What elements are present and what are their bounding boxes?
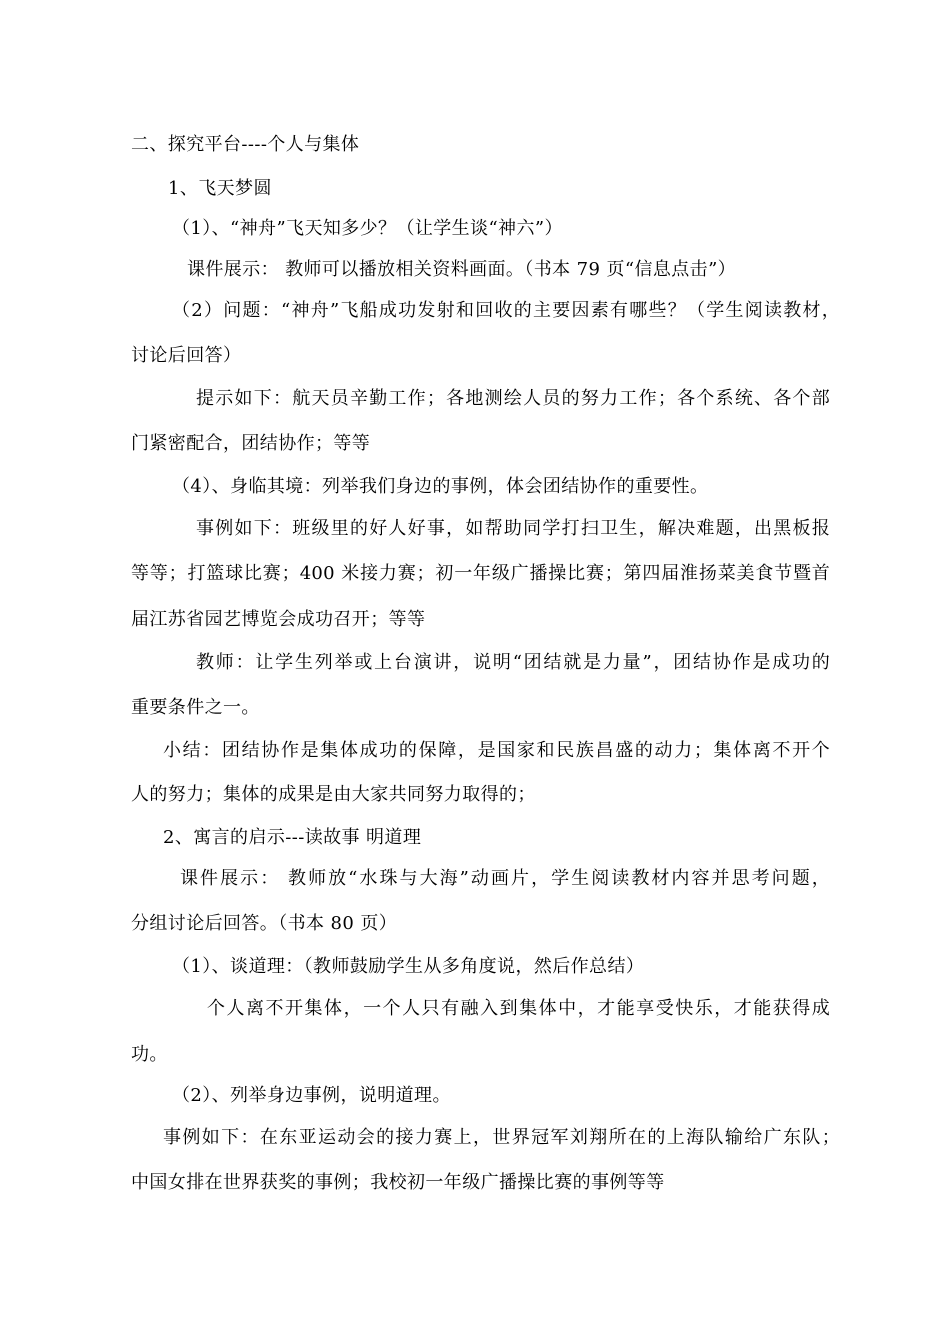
paragraph-line: 门紧密配合，团结协作；等等 bbox=[131, 433, 371, 454]
summary-line: 小结：团结协作是集体成功的保障，是国家和民族昌盛的动力；集体离不开个 bbox=[163, 740, 830, 761]
paragraph-line: 功。 bbox=[131, 1044, 168, 1065]
section-heading: 二、探究平台----个人与集体 bbox=[131, 134, 360, 155]
paragraph-line: 中国女排在世界获奖的事例；我校初一年级广播操比赛的事例等等 bbox=[131, 1172, 665, 1193]
subsection-heading: 2、寓言的启示---读故事 明道理 bbox=[163, 827, 422, 848]
summary-line: 人的努力；集体的成果是由大家共同努力取得的； bbox=[131, 784, 536, 805]
paragraph-line: 教师：让学生列举或上台演讲，说明“团结就是力量”，团结协作是成功的 bbox=[196, 652, 830, 673]
paragraph-line: 事例如下：在东亚运动会的接力赛上，世界冠军刘翔所在的上海队输给广东队； bbox=[163, 1127, 840, 1148]
paragraph-line: （4）、身临其境：列举我们身边的事例，体会团结协作的重要性。 bbox=[172, 476, 709, 497]
paragraph-line: 课件展示： 教师放“水珠与大海”动画片，学生阅读教材内容并思考问题， bbox=[180, 868, 830, 889]
paragraph-line: 讨论后回答） bbox=[131, 345, 242, 366]
paragraph-line: （1）、“神舟”飞天知多少？（让学生谈“神六”） bbox=[172, 218, 563, 239]
paragraph-line: （2）、列举身边事例，说明道理。 bbox=[172, 1085, 451, 1106]
paragraph-line: 重要条件之一。 bbox=[131, 697, 260, 718]
paragraph-line: 个人离不开集体，一个人只有融入到集体中，才能享受快乐，才能获得成 bbox=[207, 998, 830, 1019]
paragraph-line: 课件展示： 教师可以播放相关资料画面。（书本 79 页“信息点击”） bbox=[187, 259, 737, 280]
paragraph-line: 事例如下：班级里的好人好事，如帮助同学打扫卫生，解决难题，出黑板报 bbox=[196, 518, 830, 539]
paragraph-line: （2）问题：“神舟”飞船成功发射和回收的主要因素有哪些？（学生阅读教材， bbox=[172, 300, 840, 321]
paragraph-line: 提示如下：航天员辛勤工作；各地测绘人员的努力工作；各个系统、各个部 bbox=[196, 388, 830, 409]
paragraph-line: 届江苏省园艺博览会成功召开；等等 bbox=[131, 609, 426, 630]
subsection-heading: 1、飞天梦圆 bbox=[168, 178, 272, 199]
paragraph-line: （1）、谈道理：（教师鼓励学生从多角度说，然后作总结） bbox=[172, 956, 645, 977]
paragraph-line: 分组讨论后回答。（书本 80 页） bbox=[131, 913, 398, 934]
paragraph-line: 等等；打篮球比赛；400 米接力赛；初一年级广播操比赛；第四届淮扬菜美食节暨首 bbox=[131, 563, 830, 584]
